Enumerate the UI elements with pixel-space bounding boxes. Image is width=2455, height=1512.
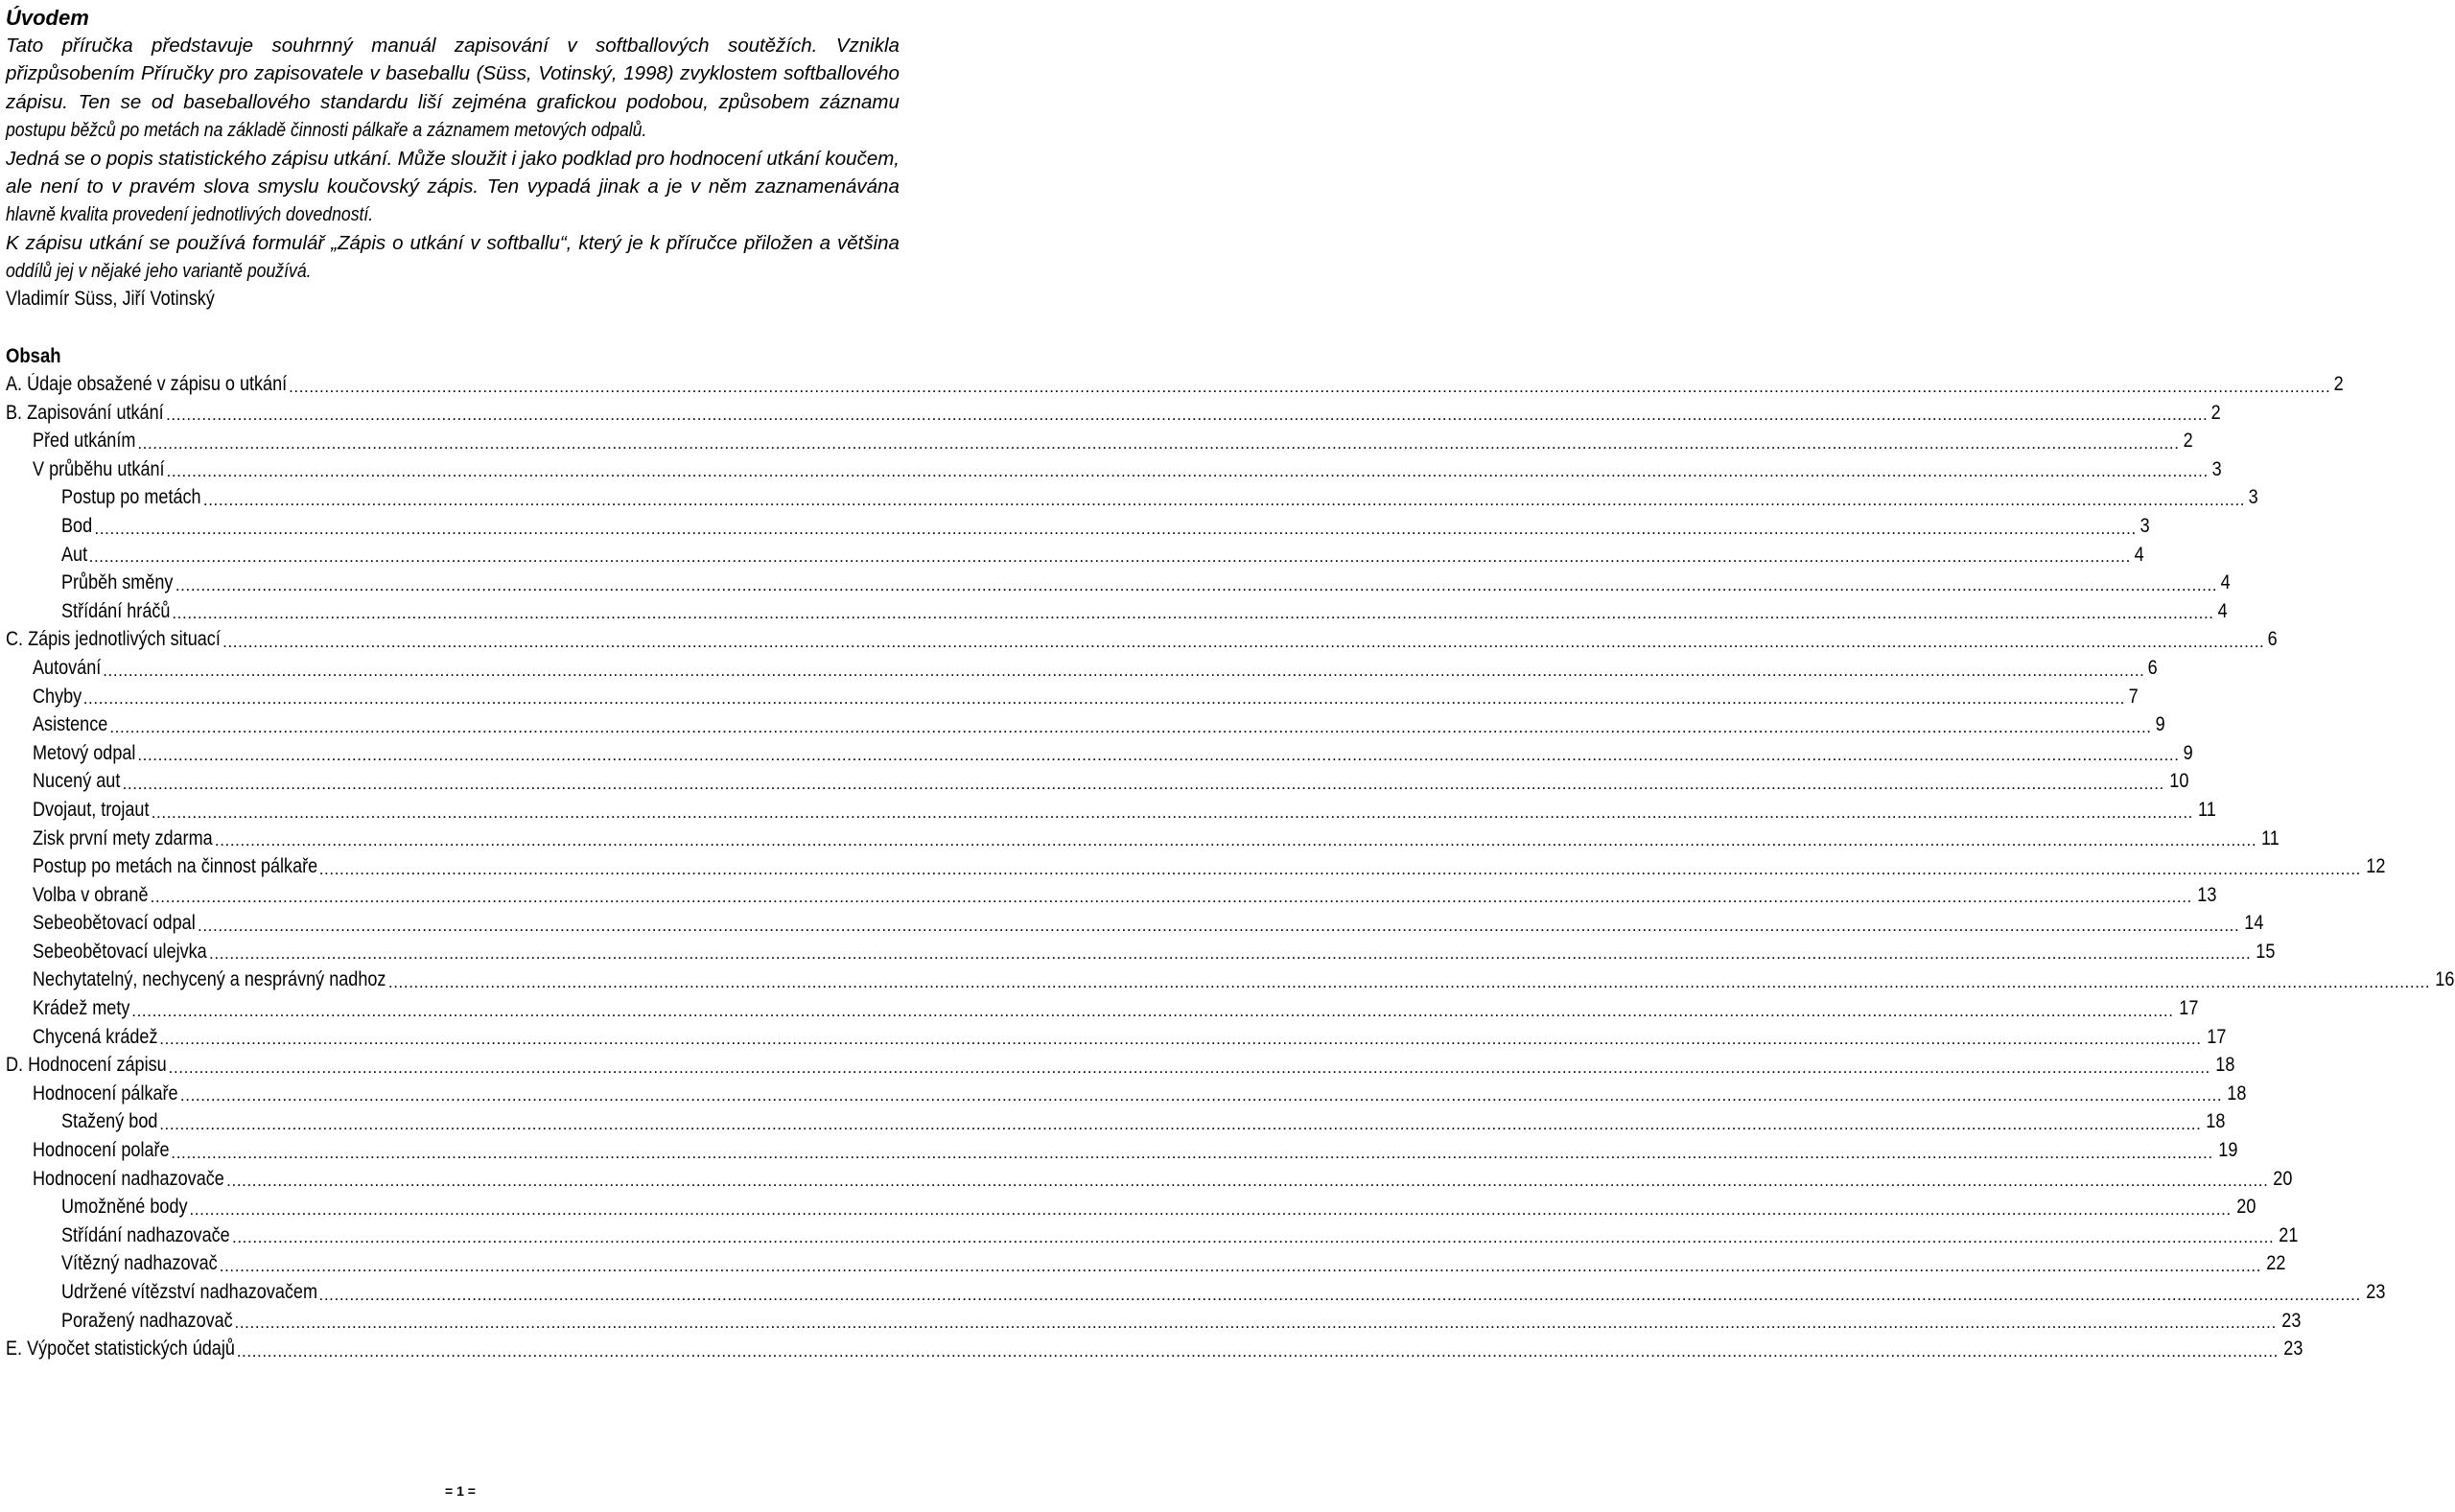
toc-entry-label: Nucený aut	[33, 770, 121, 793]
toc-leader-dots: ................................................................................................................................................................................................................................................................................................................................................................................................................	[88, 547, 2131, 567]
intro-line: ale není to v pravém slova smyslu koučovský zápis. Ten vypadá jinak a je v něm zaznamenávána	[6, 174, 900, 198]
intro-line: oddílů jej v nějaké jeho variantě používá.	[6, 260, 312, 283]
toc-leader-dots: ................................................................................................................................................................................................................................................................................................................................................................................................................	[159, 1030, 2202, 1049]
toc-entry-page: 7	[2128, 685, 2139, 708]
toc-entry-page: 20	[2273, 1167, 2293, 1190]
toc-entry[interactable]	[6, 569, 2231, 597]
toc-leader-dots: ................................................................................................................................................................................................................................................................................................................................................................................................................	[82, 689, 2125, 709]
toc-entry[interactable]	[6, 512, 2150, 541]
toc-entry[interactable]	[6, 1023, 2226, 1052]
toc-entry-label: Sebeobětovací odpal	[33, 912, 196, 935]
toc-entry-page: 19	[2217, 1139, 2238, 1162]
toc-entry-page: 6	[2268, 628, 2279, 651]
toc-entry-label: C. Zápis jednotlivých situací	[6, 628, 221, 651]
toc-entry-label: Metový odpal	[33, 741, 136, 764]
toc-leader-dots: ................................................................................................................................................................................................................................................................................................................................................................................................................	[198, 916, 2240, 935]
intro-line: přizpůsobením Příručky pro zapisovatele v baseballu (Süss, Votinský, 1998) zvyklostem softballového	[6, 62, 900, 85]
toc-entry-page: 4	[2220, 571, 2231, 594]
toc-entry-label: Chycená krádež	[33, 1025, 158, 1048]
intro-heading: Úvodem	[6, 6, 89, 30]
toc-entry-page: 23	[2366, 1281, 2386, 1303]
toc-leader-dots: ................................................................................................................................................................................................................................................................................................................................................................................................................	[234, 1314, 2277, 1333]
intro-line: hlavně kvalita provedení jednotlivých dovedností.	[6, 203, 374, 226]
toc-entry-label: Krádež mety	[33, 997, 130, 1020]
toc-entry[interactable]	[6, 909, 2264, 938]
toc-leader-dots: ................................................................................................................................................................................................................................................................................................................................................................................................................	[179, 1086, 2223, 1105]
intro-line: postupu běžců po metách na základě činnosti pálkaře a záznamem metových odpalů.	[6, 119, 647, 142]
toc-entry-page: 23	[2283, 1338, 2303, 1361]
toc-leader-dots: ................................................................................................................................................................................................................................................................................................................................................................................................................	[109, 717, 2152, 736]
toc-leader-dots: ................................................................................................................................................................................................................................................................................................................................................................................................................	[222, 632, 2265, 651]
toc-entry-page: 11	[2261, 826, 2280, 849]
toc-entry[interactable]	[6, 683, 2139, 711]
table-of-contents	[6, 370, 2455, 1363]
toc-entry[interactable]	[6, 994, 2198, 1023]
toc-entry-label: B. Zapisování utkání	[6, 401, 164, 424]
toc-leader-dots: ................................................................................................................................................................................................................................................................................................................................................................................................................	[172, 604, 2214, 623]
toc-entry-label: Zisk první mety zdarma	[33, 826, 213, 849]
toc-leader-dots: ................................................................................................................................................................................................................................................................................................................................................................................................................	[168, 1058, 2210, 1077]
toc-entry-page: 10	[2169, 770, 2189, 793]
toc-entry-label: Hodnocení nadhazovače	[33, 1167, 224, 1190]
toc-entry-label: E. Výpočet statistických údajů	[6, 1338, 235, 1361]
toc-entry-page: 16	[2435, 968, 2455, 991]
toc-entry[interactable]	[6, 852, 2386, 881]
toc-entry[interactable]	[6, 1278, 2386, 1307]
toc-leader-dots: ................................................................................................................................................................................................................................................................................................................................................................................................................	[232, 1228, 2275, 1247]
toc-entry-page: 18	[2215, 1054, 2235, 1077]
toc-leader-dots: ................................................................................................................................................................................................................................................................................................................................................................................................................	[175, 575, 2218, 594]
toc-entry-page: 6	[2148, 656, 2159, 679]
toc-entry[interactable]	[6, 710, 2165, 739]
toc-entry-page: 17	[2206, 1025, 2226, 1048]
toc-entry[interactable]	[6, 625, 2279, 654]
toc-entry-label: V průběhu utkání	[33, 457, 165, 480]
toc-leader-dots: ................................................................................................................................................................................................................................................................................................................................................................................................................	[131, 1001, 2174, 1020]
toc-leader-dots: ................................................................................................................................................................................................................................................................................................................................................................................................................	[150, 888, 2192, 907]
toc-leader-dots: ................................................................................................................................................................................................................................................................................................................................................................................................................	[318, 859, 2361, 878]
toc-entry-page: 18	[2227, 1082, 2247, 1105]
toc-entry-page: 15	[2256, 940, 2276, 963]
toc-entry[interactable]	[6, 370, 2345, 399]
toc-entry-label: Dvojaut, trojaut	[33, 798, 150, 821]
toc-entry-page: 3	[2211, 457, 2222, 480]
toc-leader-dots: ................................................................................................................................................................................................................................................................................................................................................................................................................	[236, 1341, 2279, 1361]
intro-line: zápisu. Ten se od baseballového standardu liší zejména grafickou podobou, způsobem záznamu	[6, 90, 900, 113]
toc-entry[interactable]	[6, 1221, 2299, 1250]
toc-leader-dots: ................................................................................................................................................................................................................................................................................................................................................................................................................	[219, 1257, 2262, 1275]
toc-leader-dots: ................................................................................................................................................................................................................................................................................................................................................................................................................	[214, 831, 2257, 850]
intro-line: Tato příručka představuje souhrnný manuál zapisování v softballových soutěžích. Vznikla	[6, 35, 900, 57]
toc-entry[interactable]	[6, 965, 2455, 994]
toc-entry[interactable]	[6, 1165, 2293, 1194]
toc-entry[interactable]	[6, 767, 2189, 796]
toc-entry-page: 4	[2217, 599, 2228, 622]
toc-entry-label: Hodnocení pálkaře	[33, 1082, 178, 1105]
toc-entry[interactable]	[6, 1080, 2247, 1108]
toc-entry-page: 17	[2178, 997, 2198, 1020]
toc-leader-dots: ................................................................................................................................................................................................................................................................................................................................................................................................................	[103, 661, 2145, 680]
toc-entry-label: A. Údaje obsažené v zápisu o utkání	[6, 373, 288, 395]
page-number: = 1 =	[445, 1483, 476, 1499]
toc-entry-page: 21	[2279, 1223, 2299, 1246]
toc-entry-label: Asistence	[33, 713, 108, 736]
toc-leader-dots: ................................................................................................................................................................................................................................................................................................................................................................................................................	[122, 774, 2164, 793]
toc-entry-label: Volba v obraně	[33, 883, 149, 906]
toc-leader-dots: ................................................................................................................................................................................................................................................................................................................................................................................................................	[166, 462, 2209, 481]
toc-entry[interactable]	[6, 1307, 2302, 1336]
toc-entry[interactable]	[6, 455, 2222, 484]
toc-entry-label: Nechytatelný, nechycený a nesprávný nadhoz	[33, 968, 386, 991]
toc-entry-label: Sebeobětovací ulejvka	[33, 940, 207, 963]
toc-leader-dots: ................................................................................................................................................................................................................................................................................................................................................................................................................	[151, 803, 2193, 822]
toc-entry-label: Autování	[33, 656, 102, 679]
toc-leader-dots: ................................................................................................................................................................................................................................................................................................................................................................................................................	[166, 406, 2209, 425]
toc-entry-label: Postup po metách na činnost pálkaře	[33, 855, 318, 878]
toc-leader-dots: ................................................................................................................................................................................................................................................................................................................................................................................................................	[189, 1199, 2232, 1219]
toc-entry-page: 12	[2366, 855, 2386, 878]
toc-leader-dots: ................................................................................................................................................................................................................................................................................................................................................................................................................	[289, 377, 2331, 396]
toc-entry-page: 9	[2183, 741, 2193, 764]
intro-line: K zápisu utkání se používá formulář „Zápis o utkání v softballu“, který je k příručce přiložen a většina	[6, 231, 900, 254]
toc-entry-label: Střídání hráčů	[61, 599, 171, 622]
toc-entry-page: 22	[2266, 1252, 2286, 1275]
toc-leader-dots: ................................................................................................................................................................................................................................................................................................................................................................................................................	[318, 1285, 2361, 1304]
toc-entry-page: 14	[2244, 912, 2264, 935]
toc-entry[interactable]	[6, 597, 2228, 626]
toc-entry[interactable]	[6, 938, 2276, 966]
toc-entry-page: 11	[2198, 798, 2216, 821]
intro-paragraphs	[6, 32, 900, 286]
toc-entry-label: Udržené vítězství nadhazovačem	[61, 1281, 318, 1303]
toc-entry-page: 2	[2333, 373, 2345, 395]
toc-heading: Obsah	[6, 344, 61, 367]
toc-entry[interactable]	[6, 1249, 2286, 1278]
toc-entry[interactable]	[6, 427, 2193, 455]
toc-entry-label: Chyby	[33, 685, 82, 708]
toc-leader-dots: ................................................................................................................................................................................................................................................................................................................................................................................................................	[387, 973, 2431, 992]
toc-entry-page: 20	[2236, 1196, 2256, 1219]
toc-leader-dots: ................................................................................................................................................................................................................................................................................................................................................................................................................	[209, 944, 2252, 964]
toc-leader-dots: ................................................................................................................................................................................................................................................................................................................................................................................................................	[226, 1172, 2269, 1191]
toc-entry-page: 13	[2197, 883, 2217, 906]
toc-entry-page: 23	[2281, 1309, 2302, 1332]
toc-entry[interactable]	[6, 825, 2280, 853]
toc-entry-label: Vítězný nadhazovač	[61, 1252, 218, 1275]
toc-leader-dots: ................................................................................................................................................................................................................................................................................................................................................................................................................	[137, 433, 2180, 453]
toc-entry-label: Aut	[61, 543, 88, 566]
toc-entry-label: Stažený bod	[61, 1110, 158, 1133]
toc-entry[interactable]	[6, 541, 2144, 570]
toc-entry[interactable]	[6, 796, 2216, 825]
intro-line: Jedná se o popis statistického zápisu utkání. Může sloužit i jako podklad pro hodnocení utkání koučem,	[6, 147, 900, 170]
toc-entry-label: D. Hodnocení zápisu	[6, 1054, 167, 1077]
toc-entry[interactable]	[6, 1051, 2235, 1080]
author-line: Vladimír Süss, Jiří Votinský	[6, 288, 215, 310]
toc-entry-page: 3	[2139, 514, 2150, 537]
toc-entry-label: Hodnocení polaře	[33, 1139, 170, 1162]
toc-entry[interactable]	[6, 881, 2217, 910]
toc-entry[interactable]	[6, 1193, 2256, 1221]
toc-entry-page: 2	[2183, 430, 2193, 453]
toc-entry-page: 9	[2155, 713, 2165, 736]
toc-entry[interactable]	[6, 1107, 2226, 1136]
toc-entry[interactable]	[6, 399, 2222, 428]
toc-entry-page: 3	[2248, 486, 2258, 509]
toc-leader-dots: ................................................................................................................................................................................................................................................................................................................................................................................................................	[159, 1115, 2202, 1134]
toc-entry[interactable]	[6, 654, 2159, 683]
toc-entry-label: Bod	[61, 514, 93, 537]
toc-entry-label: Poražený nadhazovač	[61, 1309, 233, 1332]
toc-entry-page: 18	[2206, 1110, 2226, 1133]
toc-entry[interactable]	[6, 1335, 2303, 1363]
toc-entry-label: Průběh směny	[61, 571, 174, 594]
toc-entry[interactable]	[6, 483, 2258, 512]
toc-entry-label: Před utkáním	[33, 430, 136, 453]
toc-entry-label: Střídání nadhazovače	[61, 1223, 230, 1246]
toc-entry[interactable]	[6, 1136, 2238, 1165]
toc-entry-page: 4	[2134, 543, 2144, 566]
toc-entry-label: Umožněné body	[61, 1196, 188, 1219]
toc-entry-label: Postup po metách	[61, 486, 201, 509]
toc-entry-page: 2	[2211, 401, 2222, 424]
toc-leader-dots: ................................................................................................................................................................................................................................................................................................................................................................................................................	[137, 746, 2180, 765]
toc-entry[interactable]	[6, 739, 2193, 768]
toc-leader-dots: ................................................................................................................................................................................................................................................................................................................................................................................................................	[202, 490, 2246, 509]
toc-leader-dots: ................................................................................................................................................................................................................................................................................................................................................................................................................	[171, 1143, 2213, 1162]
toc-leader-dots: ................................................................................................................................................................................................................................................................................................................................................................................................................	[94, 519, 2137, 538]
